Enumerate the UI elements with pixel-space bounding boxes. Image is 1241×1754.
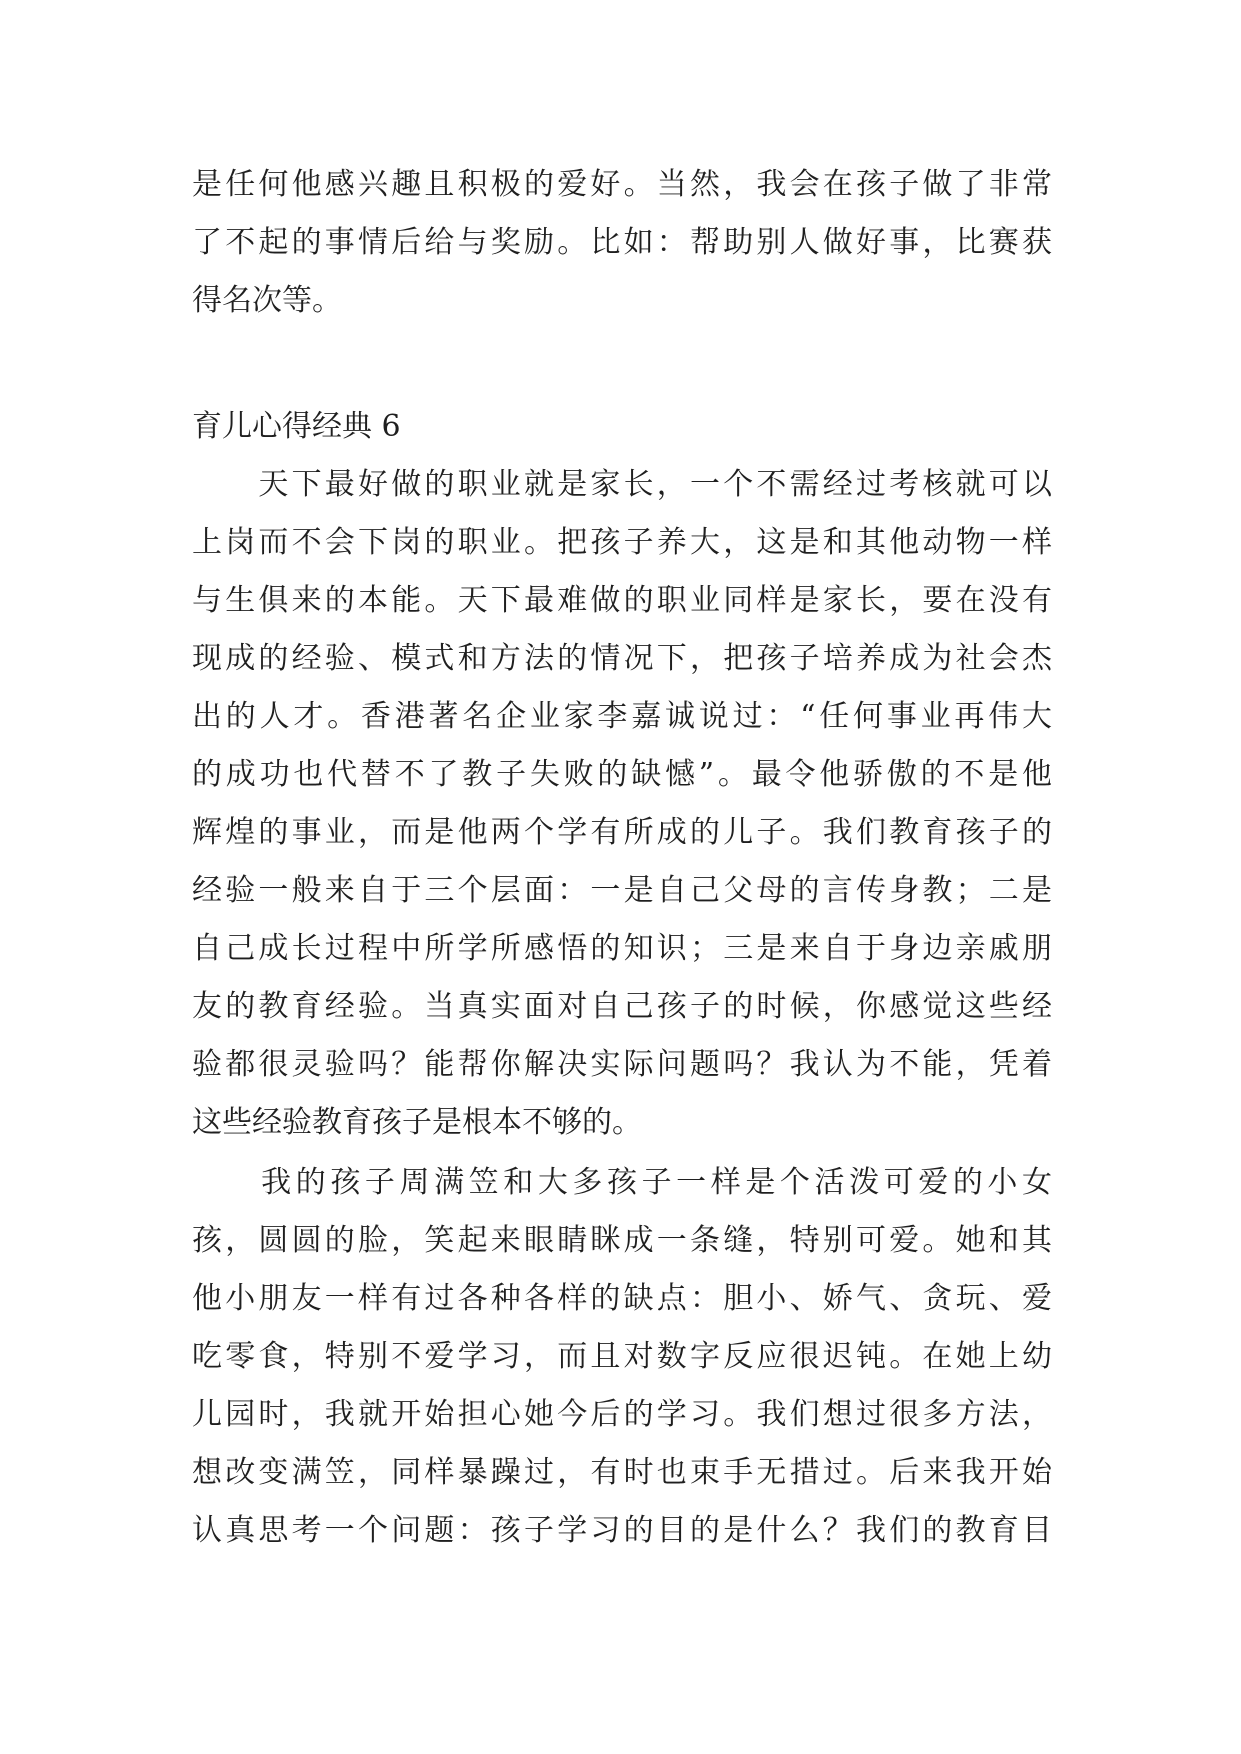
text-line: 我的孩子周满笠和大多孩子一样是个活泼可爱的小女	[192, 1165, 1052, 1200]
text-line: 现成的经验、模式和方法的情况下，把孩子培养成为社会杰	[192, 641, 1052, 676]
text-line: 友的教育经验。当真实面对自己孩子的时候，你感觉这些经	[192, 989, 1052, 1024]
text-line: 想改变满笠，同样暴躁过，有时也束手无措过。后来我开始	[192, 1455, 1052, 1490]
text-line: 辉煌的事业，而是他两个学有所成的儿子。我们教育孩子的	[192, 815, 1052, 850]
text-line: 这些经验教育孩子是根本不够的。	[192, 1105, 642, 1140]
text-line: 了不起的事情后给与奖励。比如：帮助别人做好事，比赛获	[192, 225, 1052, 260]
text-line: 出的人才。香港著名企业家李嘉诚说过：“任何事业再伟大	[192, 699, 1052, 734]
text-line: 上岗而不会下岗的职业。把孩子养大，这是和其他动物一样	[192, 525, 1052, 560]
intro-paragraph	[192, 156, 1052, 330]
text-line: 是任何他感兴趣且积极的爱好。当然，我会在孩子做了非常	[192, 167, 1052, 202]
text-line: 经验一般来自于三个层面：一是自己父母的言传身教；二是	[192, 873, 1052, 908]
text-line: 认真思考一个问题：孩子学习的目的是什么？我们的教育目	[192, 1513, 1052, 1548]
text-line: 孩，圆圆的脸，笑起来眼睛眯成一条缝，特别可爱。她和其	[192, 1223, 1052, 1258]
text-line: 的成功也代替不了教子失败的缺憾”。最令他骄傲的不是他	[192, 757, 1052, 792]
text-line: 得名次等。	[192, 283, 342, 318]
text-line: 他小朋友一样有过各种各样的缺点：胆小、娇气、贪玩、爱	[192, 1281, 1052, 1316]
text-line: 自己成长过程中所学所感悟的知识；三是来自于身边亲戚朋	[192, 931, 1052, 966]
text-line: 验都很灵验吗？能帮你解决实际问题吗？我认为不能，凭着	[192, 1047, 1052, 1082]
text-line: 儿园时，我就开始担心她今后的学习。我们想过很多方法，	[192, 1397, 1052, 1432]
section-heading: 育儿心得经典 6	[192, 409, 401, 444]
paragraph	[192, 1154, 1052, 1560]
text-line: 天下最好做的职业就是家长，一个不需经过考核就可以	[192, 467, 1052, 502]
paragraph	[192, 456, 1052, 1152]
text-line: 与生俱来的本能。天下最难做的职业同样是家长，要在没有	[192, 583, 1052, 618]
text-line: 吃零食，特别不爱学习，而且对数字反应很迟钝。在她上幼	[192, 1339, 1052, 1374]
